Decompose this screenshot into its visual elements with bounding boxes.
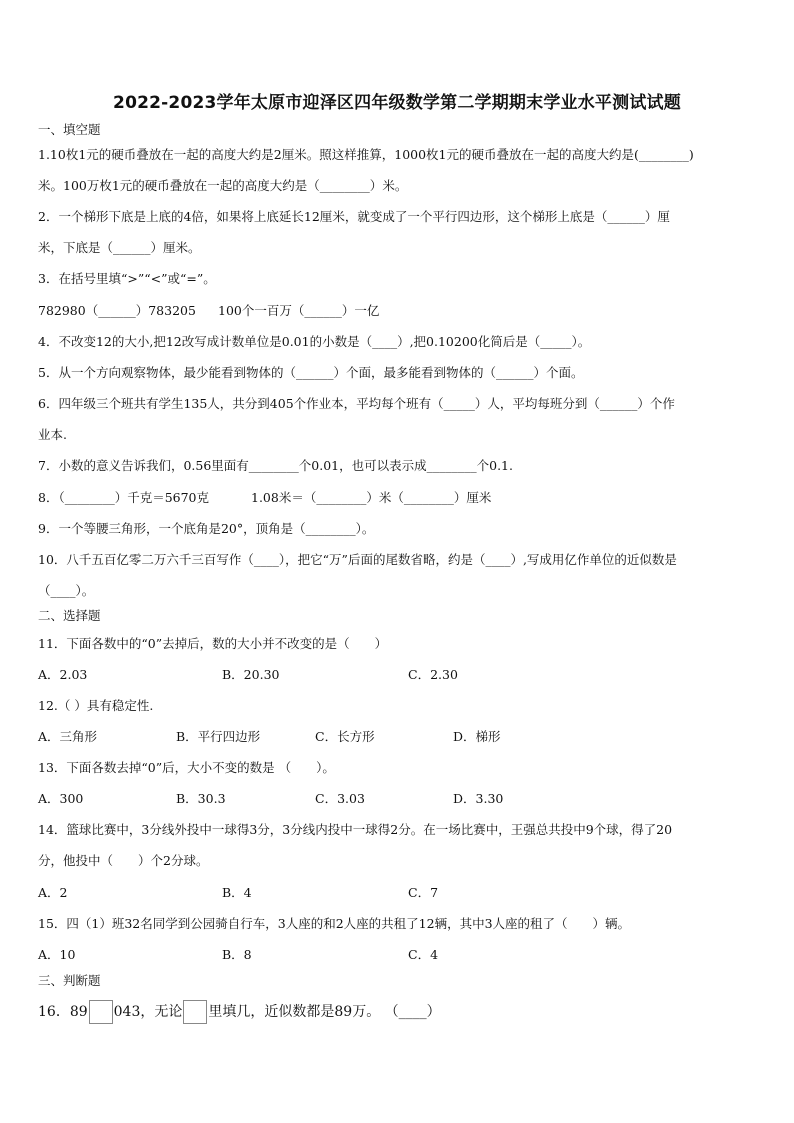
question-15-option-c: C．4 [408, 947, 439, 962]
question-13-option-d: D．3.30 [453, 791, 504, 806]
question-14-option-b: B．4 [222, 885, 252, 900]
question-13-option-a: A．300 [38, 791, 84, 806]
section-true-false: 三、判断题 [38, 973, 101, 988]
question-4: 4．不改变12的大小,把12改写成计数单位是0.01的小数是（____）,把0.10200化简后是（_____）。 [38, 334, 591, 349]
question-16-text-b: 043，无论 [113, 1004, 183, 1020]
question-14-line-2: 分，他投中（ ）个2分球。 [38, 853, 209, 868]
question-1-line-2: 米。100万枚1元的硬币叠放在一起的高度大约是（________）米。 [38, 178, 408, 193]
question-12-option-b: B．平行四边形 [176, 729, 261, 744]
question-8-part-a: 8．（________）千克＝5670克 [38, 490, 210, 505]
question-12: 12.（ ）具有稳定性. [38, 698, 154, 713]
question-3-part-b: 100个一百万（______）一亿 [218, 303, 380, 318]
question-15: 15．四（1）班32名同学到公园骑自行车，3人座的和2人座的共租了12辆，其中3人座的租了（ ）辆。 [38, 916, 631, 931]
question-11-option-a: A．2.03 [38, 667, 88, 682]
question-11-option-b: B．20.30 [222, 667, 280, 682]
question-3-part-a: 782980（______）783205 [38, 303, 196, 318]
question-11: 11．下面各数中的“0”去掉后，数的大小并不改变的是（ ） [38, 636, 388, 651]
question-13-option-c: C．3.03 [315, 791, 365, 806]
section-fill-in: 一、填空题 [38, 122, 101, 137]
question-12-option-a: A．三角形 [38, 729, 98, 744]
question-6-line-2: 业本. [38, 427, 67, 442]
question-14-option-a: A．2 [38, 885, 68, 900]
question-13-option-b: B．30.3 [176, 791, 226, 806]
question-8-part-b: 1.08米＝（________）米（________）厘米 [251, 490, 492, 505]
question-10-line-2: （____）。 [38, 583, 95, 598]
question-6-line-1: 6．四年级三个班共有学生135人，共分到405个作业本，平均每个班有（_____）人，平均每班分到（______）个作 [38, 396, 675, 411]
question-2-line-2: 米，下底是（______）厘米。 [38, 240, 201, 255]
question-11-option-c: C．2.30 [408, 667, 458, 682]
question-16-text-c: 里填几，近似数都是89万。 （____） [208, 1004, 441, 1020]
question-9: 9．一个等腰三角形，一个底角是20°，顶角是（________）。 [38, 521, 375, 536]
question-12-option-d: D．梯形 [453, 729, 501, 744]
question-10-line-1: 10．八千五百亿零二万六千三百写作（____），把它“万”后面的尾数省略，约是（____）,写成用亿作单位的近似数是 [38, 552, 677, 567]
question-7: 7．小数的意义告诉我们，0.56里面有________个0.01，也可以表示成________个0.1. [38, 458, 513, 473]
exam-title: 2022-2023学年太原市迎泽区四年级数学第二学期期末学业水平测试试题 [113, 93, 681, 113]
question-1-line-1: 1.10枚1元的硬币叠放在一起的高度大约是2厘米。照这样推算，1000枚1元的硬币叠放在一起的高度大约是(________) [38, 147, 694, 162]
digit-box [183, 1000, 207, 1024]
question-16 [38, 1000, 441, 1024]
question-12-option-c: C．长方形 [315, 729, 375, 744]
question-14-option-c: C．7 [408, 885, 439, 900]
question-15-option-b: B．8 [222, 947, 252, 962]
digit-box [89, 1000, 113, 1024]
question-5: 5．从一个方向观察物体，最少能看到物体的（______）个面，最多能看到物体的（______）个面。 [38, 365, 584, 380]
question-15-option-a: A．10 [38, 947, 76, 962]
question-14-line-1: 14．篮球比赛中，3分线外投中一球得3分，3分线内投中一球得2分。在一场比赛中，王强总共投中9个球，得了20 [38, 822, 673, 837]
question-13: 13．下面各数去掉“0”后，大小不变的数是 （ ）。 [38, 760, 335, 775]
section-multiple-choice: 二、选择题 [38, 608, 101, 623]
question-16-text-a: 16．89 [38, 1004, 88, 1020]
question-2-line-1: 2．一个梯形下底是上底的4倍，如果将上底延长12厘米，就变成了一个平行四边形，这个梯形上底是（______）厘 [38, 209, 670, 224]
question-3-line-1: 3．在括号里填“>”“<”或“=”。 [38, 271, 216, 286]
